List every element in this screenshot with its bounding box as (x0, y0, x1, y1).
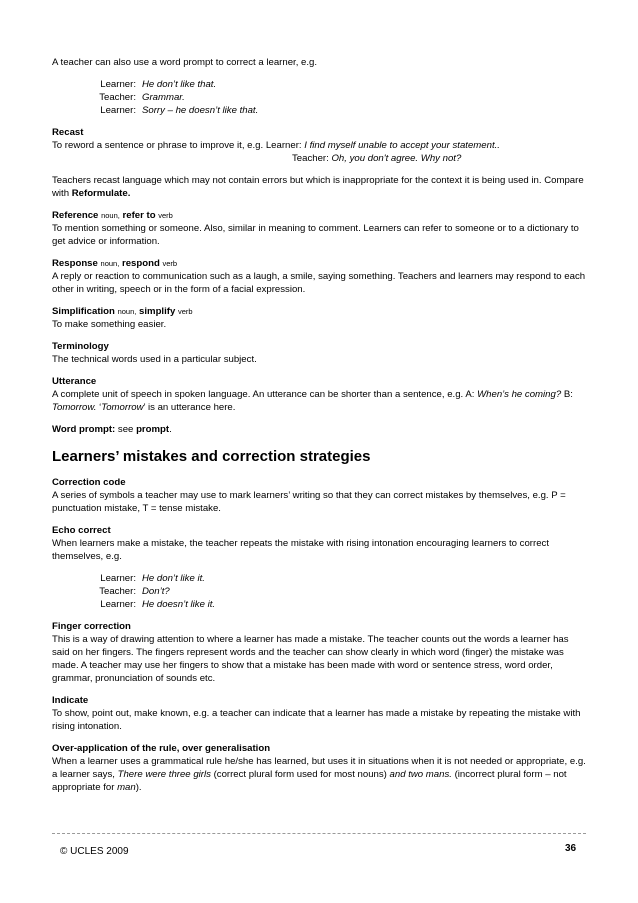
glossary-entry-finger-correction (52, 620, 588, 685)
definition-text: A complete unit of speech in spoken language. An utterance can be shorter than a sentence, e.g. A: (52, 389, 478, 400)
glossary-entry-correction-code (52, 476, 588, 515)
example-text: man (117, 782, 136, 793)
term-heading (52, 257, 588, 270)
term-heading: Echo correct (52, 525, 111, 536)
section-heading: Learners’ mistakes and correction strategies (52, 448, 371, 465)
term-heading: Indicate (52, 695, 89, 706)
note-text: Teachers recast language which may not contain errors but which is inappropriate for the context it is being used in. Compare with (52, 175, 584, 199)
term-heading: Utterance (52, 376, 97, 387)
definition: When learners make a mistake, the teacher repeats the mistake with rising intonation encouraging learners to correct themselves, e.g. (52, 538, 549, 562)
part-of-speech: verb (158, 211, 173, 220)
utterance: Sorry – he doesn’t like that. (142, 105, 259, 116)
term: respond (121, 258, 160, 269)
definition (52, 139, 588, 152)
cross-reference: Reformulate. (71, 188, 131, 199)
utterance: He doesn’t like it. (142, 599, 216, 610)
example-text: Tomorrow (101, 402, 144, 413)
copyright-notice: © UCLES 2009 (60, 846, 129, 857)
definition: The technical words used in a particular subject. (52, 354, 257, 365)
definition: A series of symbols a teacher may use to mark learners’ writing so that they can correct mistakes by themselves, e.g. P = punctuation mistake, T = tense mistake. (52, 490, 566, 514)
part-of-speech: noun, (117, 307, 137, 316)
definition-text: ’ is an utterance here. (143, 402, 236, 413)
definition (52, 388, 588, 414)
dialog-line (90, 78, 588, 91)
glossary-entry-echo-correct (52, 524, 588, 563)
echo-correct-dialog (90, 572, 588, 611)
term: refer to (122, 210, 156, 221)
term-heading: Finger correction (52, 621, 131, 632)
definition-text: (incorrect plural form – not appropriate for (52, 769, 567, 793)
dialog-line (90, 104, 588, 117)
utterance: He don’t like that. (142, 79, 217, 90)
term-heading: Recast (52, 127, 84, 138)
term: Word prompt: (52, 424, 116, 435)
glossary-entry-reference (52, 209, 588, 248)
glossary-entry-response (52, 257, 588, 296)
term-heading: Correction code (52, 477, 126, 488)
example-text: Tomorrow. (52, 402, 97, 413)
speaker: Teacher: (292, 153, 332, 164)
example-text: Oh, you don't agree. Why not? (331, 153, 462, 164)
dialog-line (90, 572, 588, 585)
term: Response (52, 258, 98, 269)
term: Simplification (52, 306, 115, 317)
speaker: Learner: (100, 79, 136, 90)
definition-text: B: (561, 389, 573, 400)
speaker: Teacher: (99, 92, 136, 103)
glossary-entry-terminology (52, 340, 588, 366)
definition-text: When a learner uses a grammatical rule he/she has learned, but uses it in situations when it is not needed or appropriate, e.g. a learner says, (52, 756, 586, 780)
example-text: I find myself unable to accept your statement.. (304, 140, 500, 151)
glossary-entry-word-prompt (52, 423, 588, 436)
term-heading: Terminology (52, 341, 109, 352)
cross-reference: prompt (136, 424, 170, 435)
utterance: He don’t like it. (142, 573, 205, 584)
footer-divider (52, 833, 586, 834)
definition: A reply or reaction to communication such as a laugh, a smile, saying something. Teachers and learners may respond to each other in writing, speech or in the form of a facial expression. (52, 271, 586, 295)
definition-continued (52, 152, 588, 165)
definition-text: (correct plural form used for most nouns) (210, 769, 390, 780)
dialog-line (90, 585, 588, 598)
definition: To mention something or someone. Also, similar in meaning to comment. Learners can refer to someone or to a dictionary to get advice or information. (52, 223, 579, 247)
example-text: There were three girls (117, 769, 211, 780)
example-text: When’s he coming? (477, 389, 562, 400)
speaker: Learner: (100, 599, 136, 610)
example-text: and two mans. (389, 769, 452, 780)
part-of-speech: noun, (100, 259, 120, 268)
term: simplify (139, 306, 176, 317)
term: Reference (52, 210, 99, 221)
speaker: Learner: (100, 105, 136, 116)
page-number: 36 (565, 843, 577, 854)
term-heading (52, 209, 588, 222)
speaker: Learner: (100, 573, 136, 584)
separator: , (176, 743, 183, 754)
glossary-entry-over-application (52, 742, 588, 794)
term-heading (52, 742, 588, 755)
recast-note (52, 174, 588, 200)
definition (52, 755, 588, 794)
glossary-entry-recast (52, 126, 588, 165)
glossary-entry-indicate (52, 694, 588, 733)
term: Over-application of the rule (52, 743, 177, 754)
utterance: Grammar. (142, 92, 185, 103)
definition-text: . (169, 424, 172, 435)
glossary-entry-simplification (52, 305, 588, 331)
definition-text: ). (135, 782, 142, 793)
definition: To show, point out, make known, e.g. a teacher can indicate that a learner has made a mistake by repeating the mistake with rising intonation. (52, 708, 581, 732)
term-heading (52, 305, 588, 318)
speaker: Teacher: (99, 586, 136, 597)
intro-text: A teacher can also use a word prompt to correct a learner, e.g. (52, 57, 318, 68)
glossary-entry-utterance (52, 375, 588, 414)
definition-text: ‘ (96, 402, 102, 413)
word-prompt-dialog (90, 78, 588, 117)
definition: To make something easier. (52, 319, 167, 330)
part-of-speech: verb (162, 259, 178, 268)
definition-text: see (115, 424, 137, 435)
part-of-speech: verb (177, 307, 193, 316)
document-body (52, 56, 588, 803)
dialog-line (90, 91, 588, 104)
definition: This is a way of drawing attention to where a learner has made a mistake. The teacher counts out the words a learner has said on her fingers. The fingers represent words and the teacher can show clearly in which word (finger) the mistake was made. A teacher may use her fingers to show that a mistake has been made with word or sentence stress, word order, grammar, pronunciation of sounds etc. (52, 634, 569, 684)
term: over generalisation (182, 743, 271, 754)
definition-text: To reword a sentence or phrase to improve it, e.g. Learner: (52, 140, 305, 151)
dialog-line (90, 598, 588, 611)
part-of-speech: noun, (101, 211, 120, 220)
utterance: Don’t? (142, 586, 170, 597)
